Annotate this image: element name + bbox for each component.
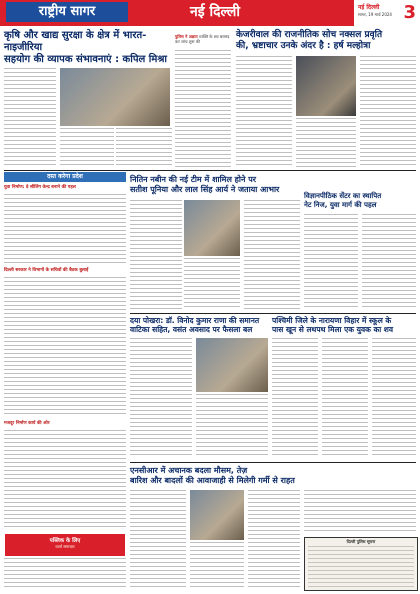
divider — [4, 170, 416, 171]
banner-title: पब्लिक के लिए — [49, 538, 81, 544]
headline-line: पश्चिमी जिले के नारायणा विहार में स्कूल के — [272, 316, 392, 325]
story-7-body-col-3 — [248, 490, 300, 588]
headline-line: की, भ्रष्टाचार उनके अंदर है : हर्ष मल्होत्रा — [236, 41, 371, 51]
notice-text — [308, 546, 414, 588]
headline-line: नेट निज, युवा मार्ग की पहल — [304, 201, 377, 209]
story-2-body-col-2 — [296, 118, 356, 168]
headline-line: दया पोखरा: डॉ. विनोद कुमार राणा की समानत — [130, 316, 260, 325]
callout-body — [175, 50, 231, 168]
headline-line: वाटिका सहित, वसंत अवसाद पर फैसला बल — [130, 325, 253, 334]
portrait-photo — [296, 56, 356, 116]
headline-line: सहयोग की व्यापक संभावनाएं : कपिल मिश्रा — [4, 54, 167, 65]
headline-line: बारिश और बादलों की आवाजाही से मिलेगी गर्मी से राहत — [130, 476, 295, 485]
paper-name: नई दिल्ली — [358, 4, 380, 11]
story-3-body-col-1 — [130, 200, 182, 310]
story-2-body-col-1 — [236, 56, 292, 168]
notice-box — [304, 537, 418, 591]
masthead — [0, 0, 420, 26]
story-1-headline — [4, 30, 174, 66]
banner-body — [4, 558, 126, 590]
story-4-headline — [304, 192, 416, 210]
city-label: नई दिल्ली — [189, 4, 240, 20]
politician-photo — [184, 200, 240, 256]
notice-title: दिल्ली पुलिस सूचना — [346, 539, 376, 544]
divider — [130, 313, 416, 314]
callout-lead: पुलिस ने अज्ञात — [175, 34, 198, 39]
story-6-body-col-2 — [322, 338, 368, 458]
story-1-body-col-1 — [4, 68, 56, 168]
story-7-body-col-2 — [190, 542, 244, 588]
headline-line: केजरीवाल की राजनीतिक सोच नक्सल प्रवृति — [236, 30, 383, 40]
sidebar-text-1 — [4, 194, 126, 264]
story-5-body-col-1 — [130, 338, 192, 458]
section-label: राष्ट्रीय सागर — [6, 2, 128, 22]
callout — [175, 34, 231, 44]
divider — [130, 462, 416, 463]
headline-line: नितिन नबीन की नई टीम में शामिल होने पर — [130, 175, 257, 184]
story-2-body-col-3 — [360, 56, 416, 168]
sidebar-heading: दस्त करेगा प्रदेश — [4, 172, 126, 182]
story-2-headline — [236, 30, 416, 52]
meeting-photo — [60, 68, 170, 126]
story-6-headline — [272, 316, 416, 334]
headline-line: विज्ञानपीठिक सेंटर का स्थापित — [304, 192, 382, 200]
date-line: सागर, 19 मार्च 2024 — [358, 12, 392, 17]
sidebar-subhead-3: मजदूर निर्माण कार्य की ओर — [4, 421, 50, 426]
story-7-body-col-4 — [304, 490, 416, 534]
sidebar-subhead-2: दिल्ली सरकार ने विभागों के सचिवों की बैठक बुलाई — [4, 268, 89, 273]
sidebar-text-2 — [4, 277, 126, 417]
story-4-body-col-1 — [304, 214, 358, 310]
story-1-body-col-3 — [116, 128, 172, 168]
story-6-body-col-1 — [272, 338, 318, 458]
headline-line: सतीश पूनिया और लाल सिंह आर्य ने जताया आभार — [130, 185, 280, 194]
story-3-body-col-3 — [244, 200, 300, 310]
story-3-body-col-2 — [184, 258, 240, 310]
story-7-headline — [130, 466, 330, 486]
headline-line: पास खून से लथपथ मिला एक युवक का शव — [272, 325, 394, 334]
story-1-body-col-2 — [60, 128, 114, 168]
award-photo — [196, 338, 268, 392]
weather-photo — [190, 490, 244, 540]
headline-line: एनसीआर में अचानक बदला मौसम, तेज़ — [130, 466, 248, 475]
sidebar-text-3 — [4, 430, 126, 530]
page-meta — [354, 0, 420, 26]
banner-subtitle: वार्ता समाचार — [55, 544, 75, 549]
story-4-body-col-2 — [362, 214, 416, 310]
headline-line: कृषि और खाद्य सुरक्षा के क्षेत्र में भारत-नाइजीरिया — [4, 30, 147, 53]
bottom-banner — [4, 533, 126, 557]
story-5-body-col-2 — [196, 394, 268, 458]
story-3-headline — [130, 175, 300, 195]
story-5-headline — [130, 316, 270, 334]
story-7-body-col-1 — [130, 490, 186, 588]
callout-text: व्यक्ति के शव बरामद कर जांच शुरू की — [175, 34, 230, 44]
sidebar-subhead-1: युवा निर्माण: डे सीलिंग केन्द्र बनाने की पहल — [4, 185, 76, 190]
story-6-body-col-3 — [372, 338, 416, 458]
page-number: 3 — [403, 2, 416, 23]
